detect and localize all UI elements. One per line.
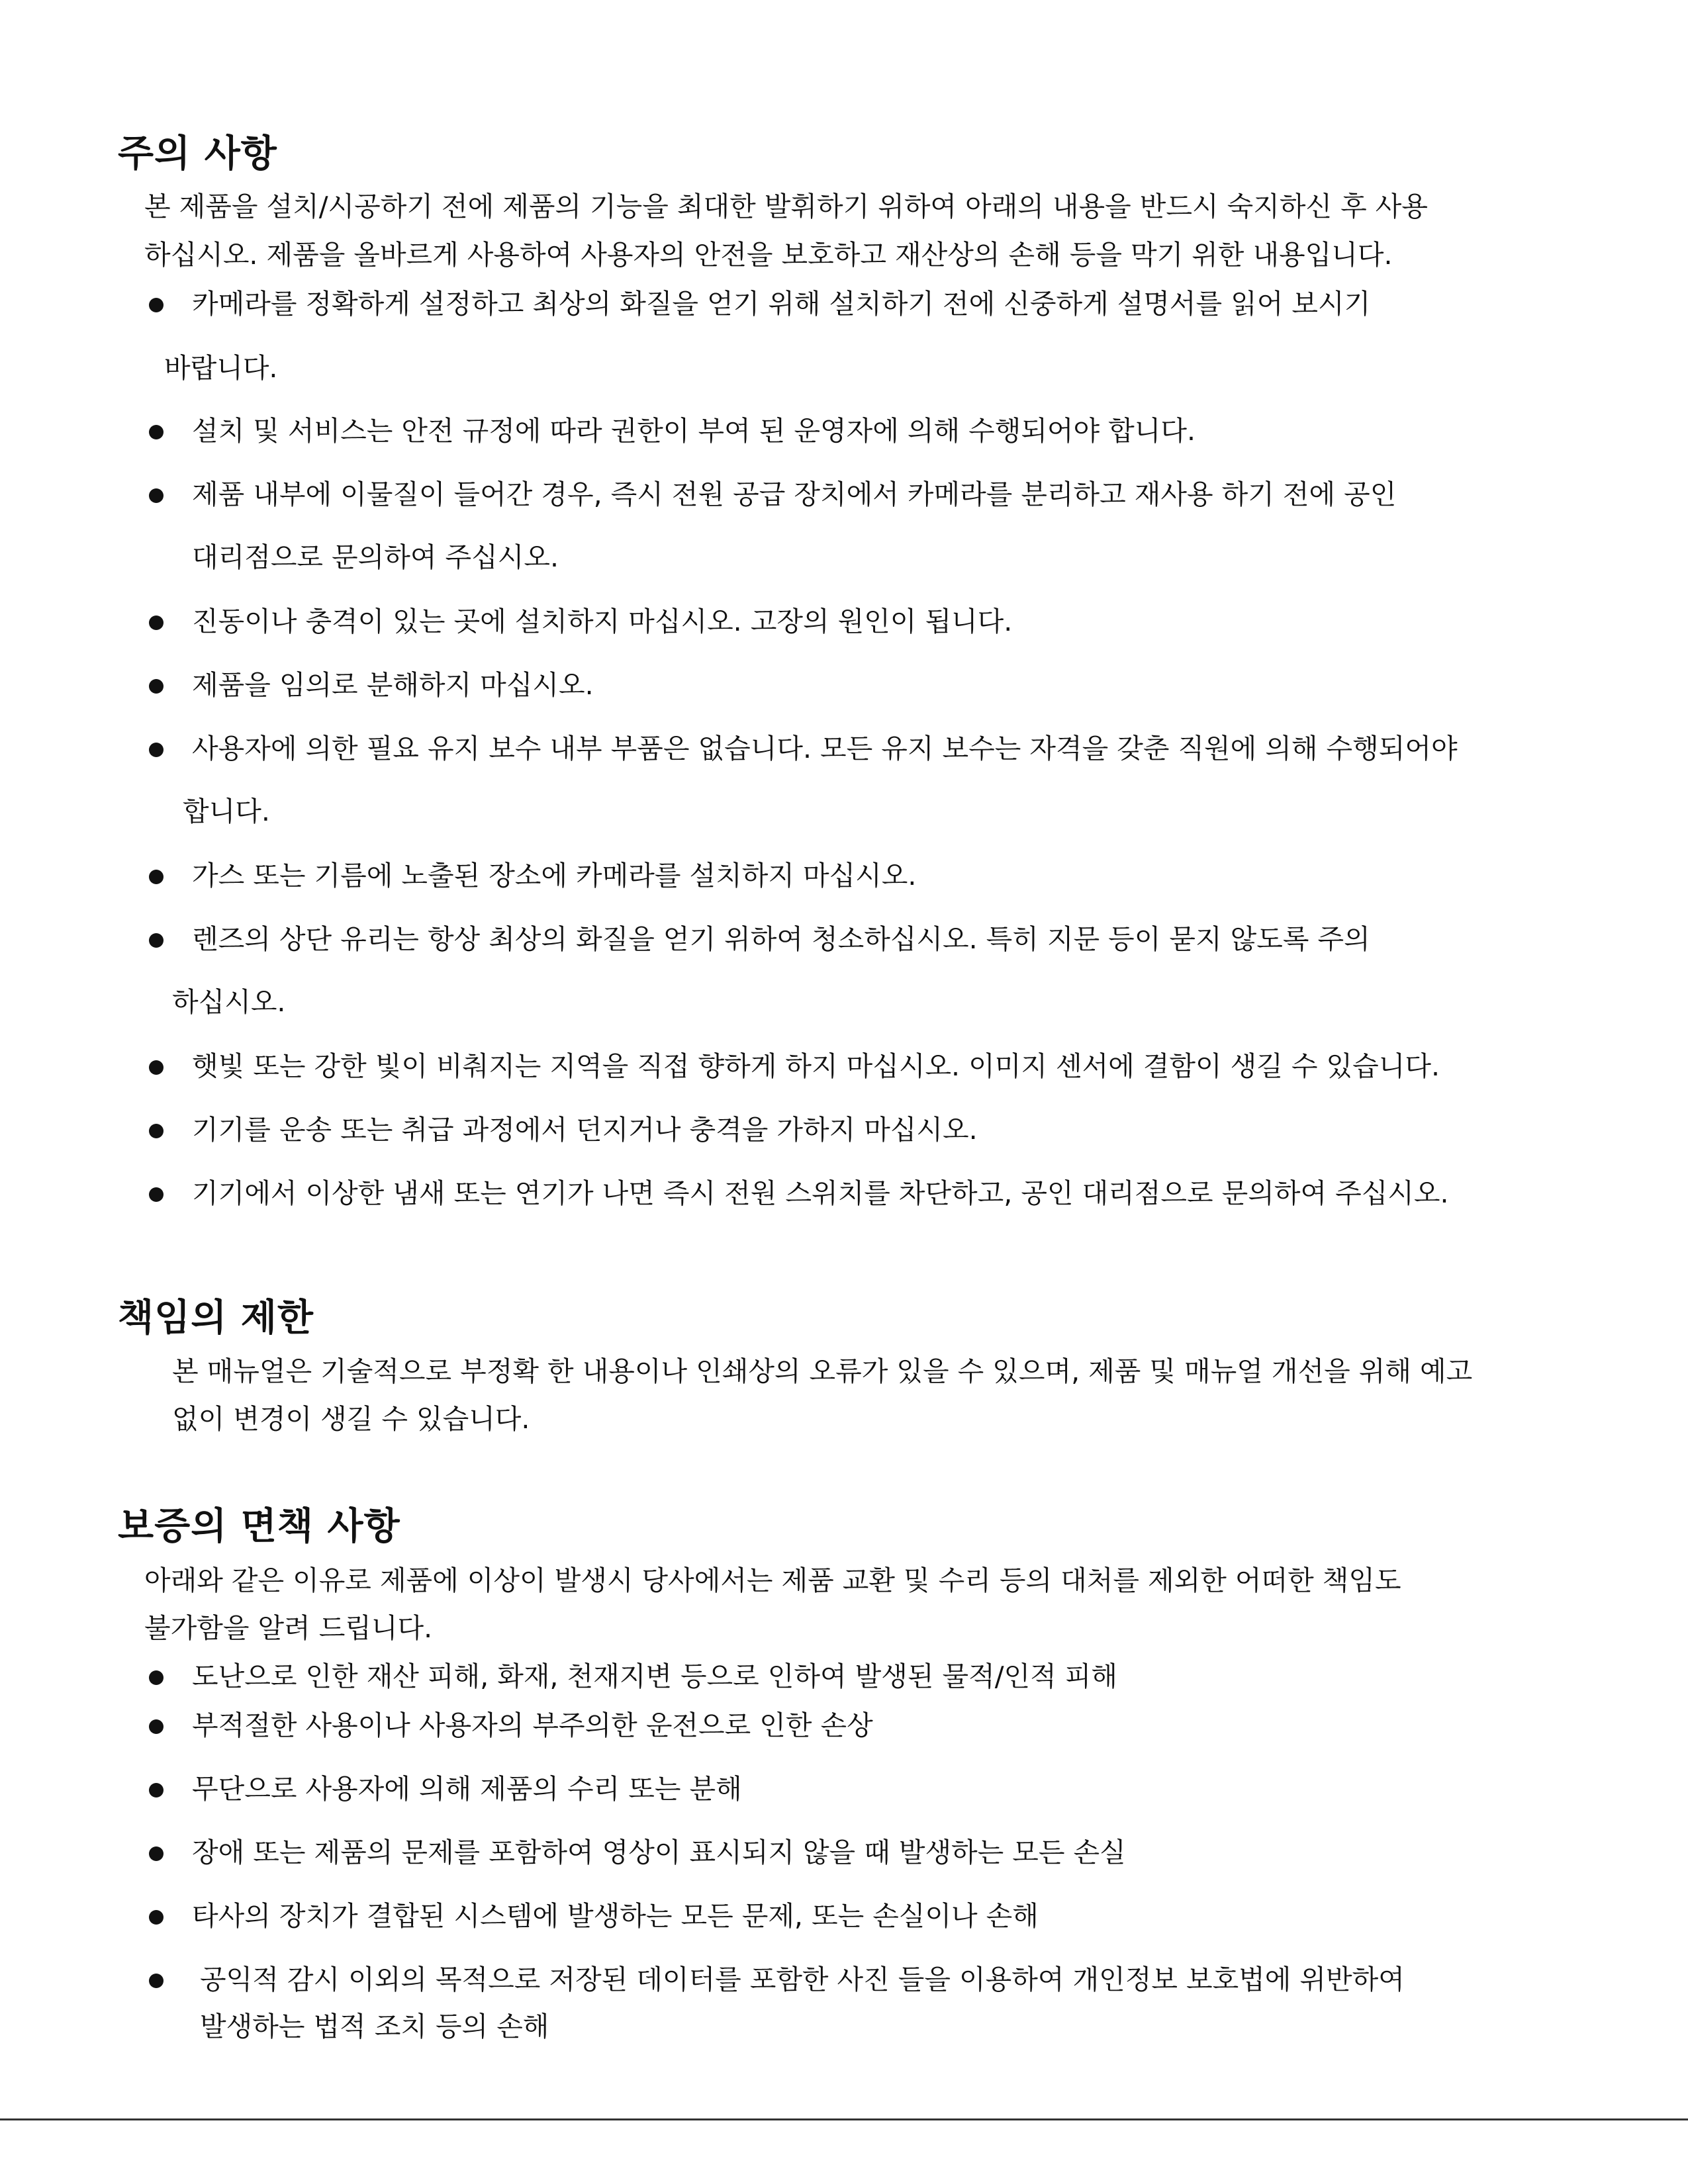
warranty-intro-line: 불가함을 알려 드립니다. [144, 1612, 433, 1644]
caution-item-text: 설치 및 서비스는 안전 규정에 따라 권한이 부여 된 운영자에 의해 수행되어야 합니다. [192, 415, 1196, 447]
bullet-icon [149, 488, 164, 503]
bullet-icon [149, 1187, 164, 1202]
caution-item-text: 가스 또는 기름에 노출된 장소에 카메라를 설치하지 마십시오. [192, 860, 917, 891]
liability-heading: 책임의 제한 [118, 1297, 314, 1340]
caution-heading: 주의 사항 [118, 132, 277, 175]
caution-item-text: 기기를 운송 또는 취급 과정에서 던지거나 충격을 가하지 마십시오. [192, 1114, 978, 1146]
warranty-item-text: 발생하는 법적 조치 등의 손해 [200, 2011, 549, 2042]
warranty-item-text: 공익적 감시 이외의 목적으로 저장된 데이터를 포함한 사진 들을 이용하여 개인정보 보호법에 위반하여 [200, 1964, 1405, 1995]
caution-item-text: 합니다. [183, 796, 270, 827]
bullet-icon [149, 1783, 164, 1797]
caution-item-text: 사용자에 의한 필요 유지 보수 내부 부품은 없습니다. 모든 유지 보수는 자격을 갖춘 직원에 의해 수행되어야 [192, 733, 1458, 764]
caution-item-text: 바랍니다. [164, 352, 278, 384]
warranty-intro-line: 아래와 같은 이유로 제품에 이상이 발생시 당사에서는 제품 교환 및 수리 등의 대처를 제외한 어떠한 책임도 [144, 1565, 1401, 1596]
bullet-icon [149, 1060, 164, 1075]
bullet-icon [149, 743, 164, 757]
caution-item-text: 제품 내부에 이물질이 들어간 경우, 즉시 전원 공급 장치에서 카메라를 분리하고 재사용 하기 전에 공인 [192, 478, 1397, 510]
liability-body-line: 본 매뉴얼은 기술적으로 부정확 한 내용이나 인쇄상의 오류가 있을 수 있으며, 제품 및 매뉴얼 개선을 위해 예고 [172, 1355, 1473, 1387]
bullet-icon [149, 1974, 164, 1988]
caution-intro-line: 본 제품을 설치/시공하기 전에 제품의 기능을 최대한 발휘하기 위하여 아래의 내용을 반드시 숙지하신 후 사용 [144, 191, 1428, 222]
caution-item-text: 진동이나 충격이 있는 곳에 설치하지 마십시오. 고장의 원인이 됩니다. [192, 606, 1013, 637]
caution-item-text: 렌즈의 상단 유리는 항상 최상의 화질을 얻기 위하여 청소하십시오. 특히 지문 등이 묻지 않도록 주의 [192, 923, 1370, 955]
liability-body-line: 없이 변경이 생길 수 있습니다. [172, 1403, 530, 1435]
bullet-icon [149, 679, 164, 694]
bullet-icon [149, 1910, 164, 1925]
caution-item-text: 카메라를 정확하게 설정하고 최상의 화질을 얻기 위해 설치하기 전에 신중하게 설명서를 읽어 보시기 [192, 288, 1371, 320]
bullet-icon [149, 615, 164, 630]
bullet-icon [149, 1719, 164, 1734]
footer-divider [0, 2118, 1688, 2120]
warranty-item-text: 무단으로 사용자에 의해 제품의 수리 또는 분해 [192, 1773, 742, 1805]
bullet-icon [149, 425, 164, 439]
bullet-icon [149, 933, 164, 948]
warranty-item-text: 장애 또는 제품의 문제를 포함하여 영상이 표시되지 않을 때 발생하는 모든 손실 [192, 1837, 1126, 1868]
caution-item-text: 햇빛 또는 강한 빛이 비춰지는 지역을 직접 향하게 하지 마십시오. 이미지 센서에 결함이 생길 수 있습니다. [192, 1050, 1440, 1082]
warranty-heading: 보증의 면책 사항 [118, 1505, 400, 1548]
warranty-item-text: 부적절한 사용이나 사용자의 부주의한 운전으로 인한 손상 [192, 1709, 873, 1741]
bullet-icon [149, 1124, 164, 1138]
warranty-item-text: 타사의 장치가 결합된 시스템에 발생하는 모든 문제, 또는 손실이나 손해 [192, 1900, 1039, 1932]
bullet-icon [149, 1670, 164, 1685]
caution-item-text: 하십시오. [172, 986, 286, 1018]
bullet-icon [149, 870, 164, 884]
caution-item-text: 제품을 임의로 분해하지 마십시오. [192, 669, 594, 701]
bullet-icon [149, 1846, 164, 1861]
warranty-item-text: 도난으로 인한 재산 피해, 화재, 천재지변 등으로 인하여 발생된 물적/인적 피해 [192, 1661, 1117, 1692]
caution-intro-line: 하십시오. 제품을 올바르게 사용하여 사용자의 안전을 보호하고 재산상의 손해 등을 막기 위한 내용입니다. [144, 239, 1393, 271]
bullet-icon [149, 298, 164, 312]
caution-item-text: 대리점으로 문의하여 주십시오. [192, 541, 559, 573]
caution-item-text: 기기에서 이상한 냄새 또는 연기가 나면 즉시 전원 스위치를 차단하고, 공인 대리점으로 문의하여 주십시오. [192, 1177, 1449, 1209]
